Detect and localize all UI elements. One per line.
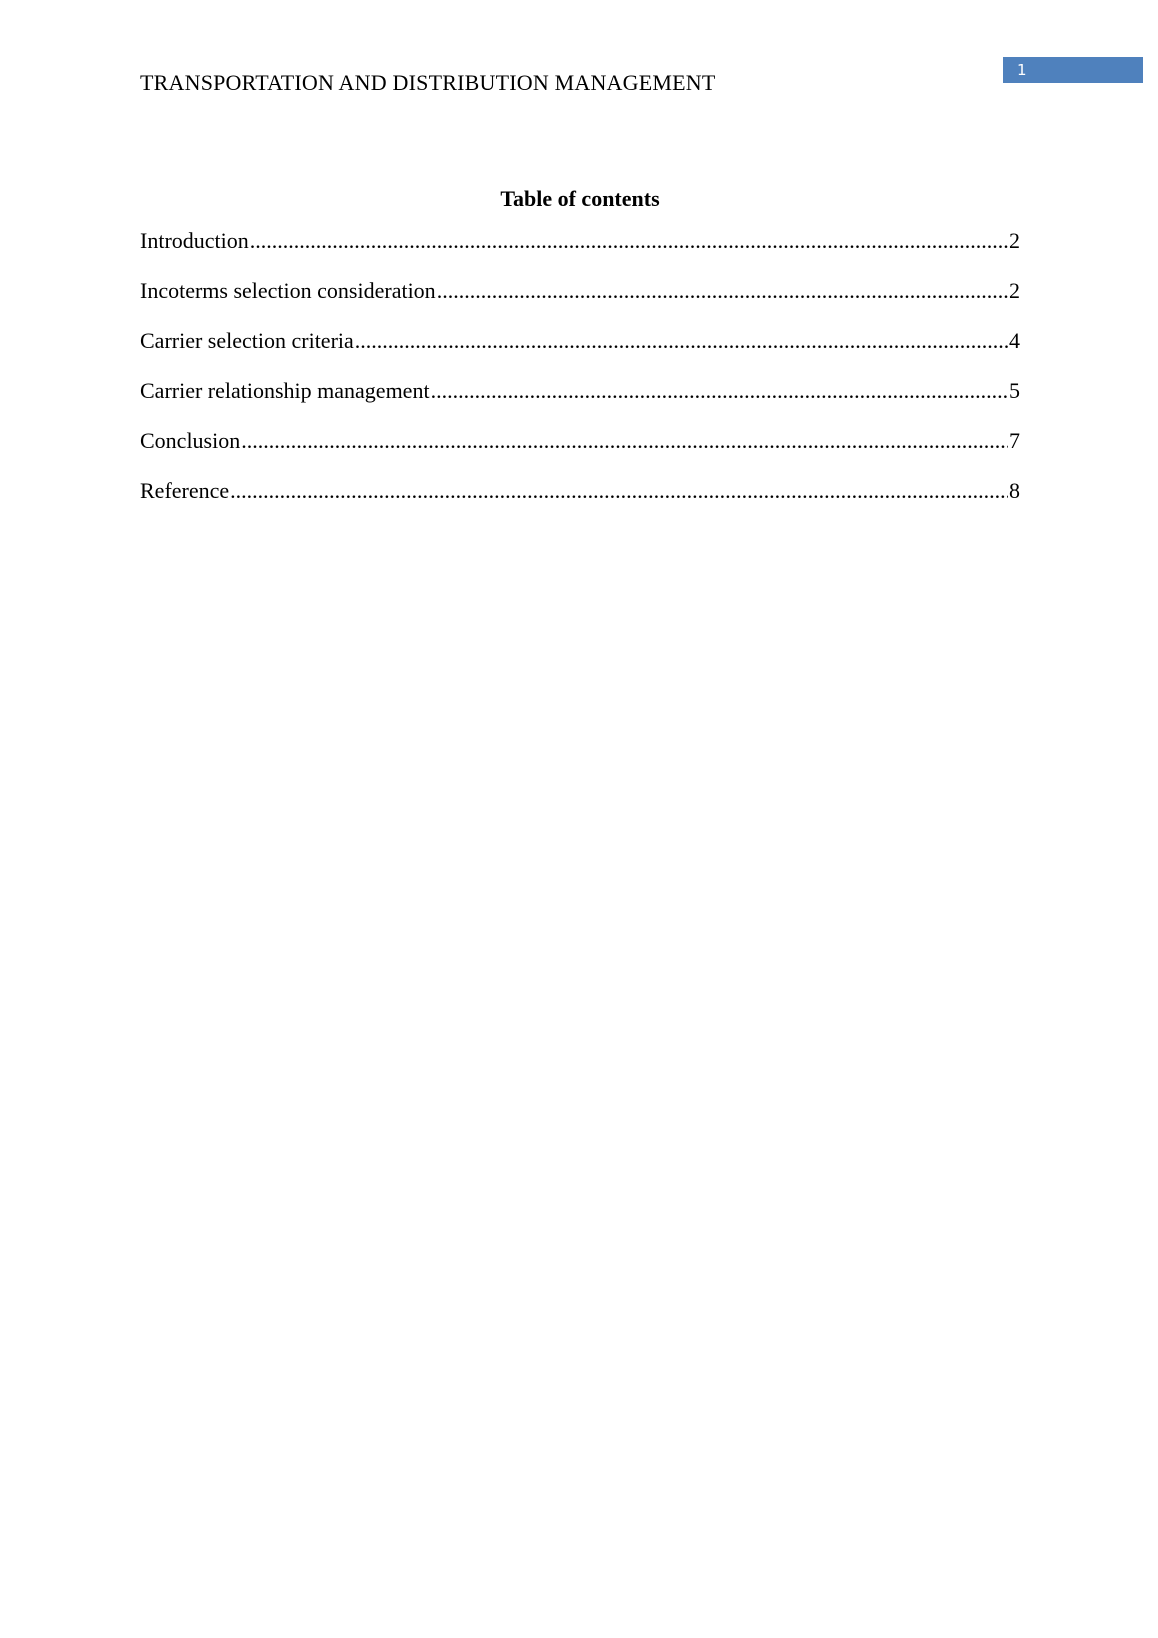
toc-dot-leader: [250, 226, 1008, 256]
toc-entry-carrier-relationship[interactable]: [140, 376, 1020, 426]
running-header-title: TRANSPORTATION AND DISTRIBUTION MANAGEMENT: [140, 70, 716, 95]
toc-entry-page: 2: [1009, 278, 1020, 303]
toc-dot-leader: [437, 276, 1008, 306]
toc-entry-label: Conclusion: [140, 426, 240, 456]
toc-dot-leader: [431, 376, 1008, 406]
toc-entry-page: 4: [1009, 328, 1020, 353]
toc-entry-label: Incoterms selection consideration: [140, 276, 436, 306]
toc-title: Table of contents: [500, 186, 660, 211]
toc-entry-page: 8: [1009, 478, 1020, 503]
toc-entry-label: Reference: [140, 476, 229, 506]
toc-entry-label: Carrier relationship management: [140, 376, 430, 406]
toc-dot-leader: [230, 476, 1008, 506]
toc-dot-leader: [241, 426, 1008, 456]
toc-entry-page: 7: [1009, 428, 1020, 453]
page-number-badge: [1003, 57, 1143, 83]
toc-entry-incoterms[interactable]: [140, 276, 1020, 326]
toc-entry-carrier-selection[interactable]: [140, 326, 1020, 376]
toc-entry-reference[interactable]: [140, 476, 1020, 526]
toc-entry-page: 2: [1009, 228, 1020, 253]
page-number: 1: [1017, 61, 1027, 79]
table-of-contents: [140, 226, 1020, 526]
toc-entry-page: 5: [1009, 378, 1020, 403]
toc-dot-leader: [355, 326, 1008, 356]
toc-entry-conclusion[interactable]: [140, 426, 1020, 476]
toc-entry-introduction[interactable]: [140, 226, 1020, 276]
toc-entry-label: Introduction: [140, 226, 249, 256]
toc-entry-label: Carrier selection criteria: [140, 326, 354, 356]
